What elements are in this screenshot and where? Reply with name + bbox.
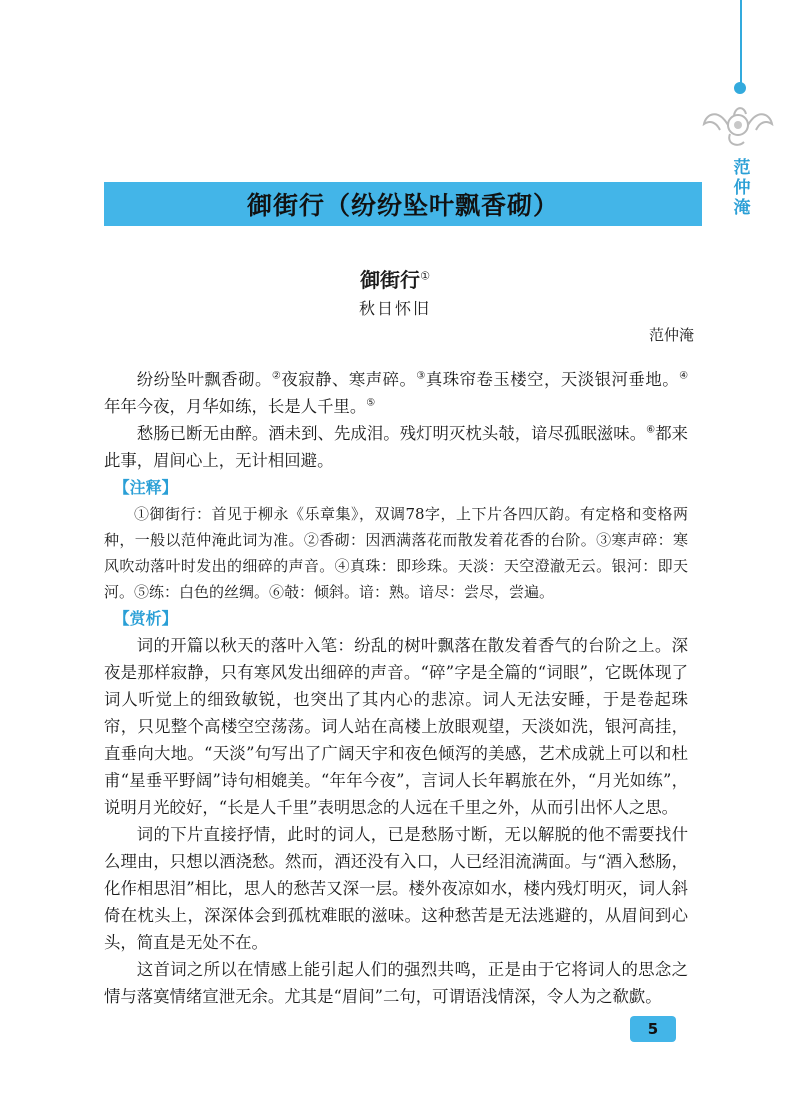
poem-line: 真珠帘卷玉楼空，天淡银河垂地。 bbox=[425, 370, 680, 389]
poem-line: 年年今夜，月华如练，长是人千里。 bbox=[104, 397, 367, 416]
poem-line: 都来此事，眉间心上，无计相回避。 bbox=[104, 424, 689, 470]
content-body bbox=[104, 366, 688, 1010]
title-banner bbox=[104, 182, 702, 226]
poem-title-text: 御街行 bbox=[360, 268, 421, 292]
note-marker: ④ bbox=[679, 370, 689, 382]
poem-author: 范仲淹 bbox=[648, 326, 694, 344]
appreciation-paragraph-2: 词的下片直接抒情，此时的词人，已是愁肠寸断，无以解脱的他不需要找什么理由，只想以酒浇愁。然而，酒还没有入口，人已经泪流满面。与“酒入愁肠，化作相思泪”相比，思人的愁苦又深一层。楼外夜凉如水，楼内残灯明灭，词人斜倚在枕头上，深深体会到孤枕难眠的滋味。这种愁苦是无法逃避的，从眉间到心头，简直是无处不在。 bbox=[104, 825, 688, 952]
note-marker: ⑥ bbox=[646, 424, 656, 436]
side-dot bbox=[734, 82, 746, 94]
poem-stanza-1 bbox=[104, 366, 688, 420]
appreciation-paragraph-1: 词的开篇以秋天的落叶入笔：纷乱的树叶飘落在散发着香气的台阶之上。深夜是那样寂静，只有寒风发出细碎的声音。“碎”字是全篇的“词眼”，它既体现了词人听觉上的细致敏锐，也突出了其内心的悲凉。词人无法安睡，于是卷起珠帘，只见整个高楼空空荡荡。词人站在高楼上放眼观望，天淡如洗，银河高挂，直垂向大地。“天淡”句写出了广阔天宇和夜色倾泻的美感，艺术成就上可以和杜甫“星垂平野阔”诗句相媲美。“年年今夜”，言词人长年羁旅在外，“月光如练”，说明月光皎好，“长是人千里”表明思念的人远在千里之外，从而引出怀人之思。 bbox=[104, 636, 688, 817]
note-marker: ⑤ bbox=[366, 397, 376, 409]
poem-subtitle: 秋日怀旧 bbox=[358, 299, 431, 318]
notes-text: ①御街行：首见于柳永《乐章集》，双调78字，上下片各四仄韵。有定格和变格两种，一般以范仲淹此词为准。②香砌：因洒满落花而散发着花香的台阶。③寒声碎：寒风吹动落叶时发出的细碎的声音。④真珠：即珍珠。天淡：天空澄澈无云。银河：即天河。⑤练：白色的丝绸。⑥攲：倾斜。谙：熟。谙尽：尝尽，尝遍。 bbox=[104, 505, 688, 601]
side-rule bbox=[740, 0, 742, 86]
appreciation-paragraph-3: 这首词之所以在情感上能引起人们的强烈共鸣，正是由于它将词人的思念之情与落寞情绪宣泄无余。尤其是“眉间”二句，可谓语浅情深，令人为之欷歔。 bbox=[104, 960, 688, 1006]
poem-stanza-2 bbox=[104, 420, 688, 474]
note-marker: ② bbox=[271, 370, 282, 382]
poem-title-note: ① bbox=[420, 269, 430, 283]
poem-title bbox=[0, 264, 790, 293]
side-author-label: 范仲淹 bbox=[733, 158, 751, 218]
banner-title: 御街行（纷纷坠叶飘香砌） bbox=[246, 191, 559, 220]
appreciation-heading: 【赏析】 bbox=[113, 609, 178, 628]
page-number: 5 bbox=[630, 1016, 676, 1042]
poem-line: 纷纷坠叶飘香砌。 bbox=[136, 370, 272, 389]
note-marker: ③ bbox=[416, 370, 426, 382]
dragon-emblem-icon bbox=[700, 100, 776, 150]
poem-line: 愁肠已断无由醉。酒未到、先成泪。残灯明灭枕头攲，谙尽孤眠滋味。 bbox=[136, 424, 647, 443]
notes-heading: 【注释】 bbox=[113, 478, 178, 497]
poem-line: 夜寂静、寒声碎。 bbox=[281, 370, 417, 389]
